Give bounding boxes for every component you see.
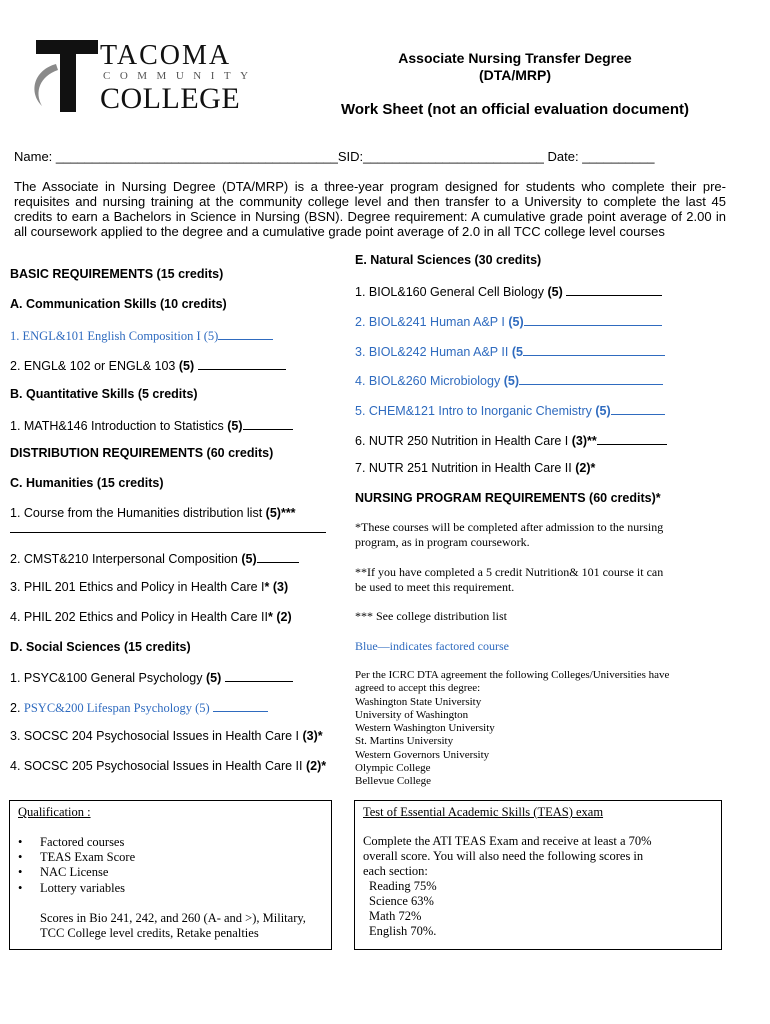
nursing-program-heading: NURSING PROGRAM REQUIREMENTS (60 credits)* [355,491,661,505]
natural-sciences-heading: E. Natural Sciences (30 credits) [355,253,542,267]
school-item: Western Washington University [355,722,495,735]
course-socsc205: 4. SOCSC 205 Psychosocial Issues in Health Care II (2)* [10,759,327,773]
humanities-blank-line[interactable] [10,532,326,533]
teas-title: Test of Essential Academic Skills (TEAS) exam [363,805,604,819]
qualification-title: Qualification : [18,805,91,819]
course-psyc200: 2. PSYC&200 Lifespan Psychology (5) [10,699,268,716]
footnote-double-asterisk: **If you have completed a 5 credit Nutrition& 101 course it can be used to meet this requirement. [355,565,664,594]
teas-box [354,800,722,950]
humanities-heading: C. Humanities (15 credits) [10,476,164,490]
course-engl101: 1. ENGL&101 English Composition I (5) [10,327,273,344]
teas-score-math: Math 72% [369,909,422,923]
course-chem121: 5. CHEM&121 Intro to Inorganic Chemistry (5) [355,402,665,418]
qualification-item: • Factored courses [18,835,125,849]
footnote-triple-asterisk: *** See college distribution list [355,609,507,623]
footnote-single-asterisk: *These courses will be completed after admission to the nursing program, as in program coursework. [355,520,664,549]
quantitative-skills-heading: B. Quantitative Skills (5 credits) [10,387,198,401]
teas-description: Complete the ATI TEAS Exam and receive at least a 70% overall score. You will also need the following scores in each section: [363,834,652,878]
worksheet-heading: Work Sheet (not an official evaluation document) [340,101,690,118]
social-sciences-heading: D. Social Sciences (15 credits) [10,640,191,654]
qualification-box [9,800,332,950]
communication-skills-heading: A. Communication Skills (10 credits) [10,297,227,311]
course-phil201: 3. PHIL 201 Ethics and Policy in Health Care I* (3) [10,580,289,594]
course-engl102: 2. ENGL& 102 or ENGL& 103 (5) [10,357,286,373]
course-phil202: 4. PHIL 202 Ethics and Policy in Health Care II* (2) [10,610,292,624]
blue-legend-note: Blue—indicates factored course [355,639,509,653]
qualification-item: • TEAS Exam Score [18,850,136,864]
school-item: Western Governors University [355,748,490,761]
basic-requirements-heading: BASIC REQUIREMENTS (15 credits) [10,267,224,281]
icrc-agreement-note: Per the ICRC DTA agreement the following Colleges/Universities have agreed to accept this degree: Washington State University University of Washington Western Washington University St. Martins University Western Governors University Olympic College Bellevue College [355,669,685,789]
course-nutr251: 7. NUTR 251 Nutrition in Health Care II (2)* [355,461,596,475]
course-cmst210: 2. CMST&210 Interpersonal Composition (5) [10,550,299,566]
logo-text-tacoma: TACOMA [100,40,232,71]
school-item: University of Washington [355,708,469,721]
school-item: St. Martins University [355,735,454,748]
qualification-item: • Lottery variables [18,881,126,895]
school-item: Bellevue College [355,775,432,788]
page-subtitle: (DTA/MRP) [478,67,552,83]
teas-score-english: English 70%. [369,924,437,938]
distribution-requirements-heading: DISTRIBUTION REQUIREMENTS (60 credits) [10,446,274,460]
page-title: Associate Nursing Transfer Degree [398,50,632,66]
logo-text-community: COMMUNITY [103,70,258,82]
teas-score-science: Science 63% [369,894,434,908]
school-item: Washington State University [355,695,482,708]
course-biol242: 3. BIOL&242 Human A&P II (5 [355,343,665,359]
course-biol160: 1. BIOL&160 General Cell Biology (5) [355,283,662,299]
course-biol241: 2. BIOL&241 Human A&P I (5) [355,313,662,329]
school-item: Olympic College [355,762,431,775]
course-socsc204: 3. SOCSC 204 Psychosocial Issues in Health Care I (3)* [10,729,323,743]
teas-score-reading: Reading 75% [369,879,437,893]
qualification-item: • NAC License [18,865,109,879]
intro-paragraph: The Associate in Nursing Degree (DTA/MRP) is a three-year program designed for students who complete their pre-requisites and nursing training at the community college level and then transfer to a University to complete the last 45 credits to earn a Bachelors in Science in Nursing (BSN). Degree requirement: A cumulative grade point average of 2.00 in all coursework applied to the degree and a cumulative grade point average of 2.0 in all TCC college level courses [14,179,726,239]
student-info-line[interactable]: Name: _______________________________________SID:_________________________ Date: __________ [14,149,655,164]
course-biol260: 4. BIOL&260 Microbiology (5) [355,372,663,388]
course-math146: 1. MATH&146 Introduction to Statistics (5) [10,417,293,433]
logo-text-college: COLLEGE [100,82,241,115]
course-nutr250: 6. NUTR 250 Nutrition in Health Care I (3)** [355,432,667,448]
qualification-scores-note: Scores in Bio 241, 242, and 260 (A- and >), Military, TCC College level credits, Retake penalties [40,911,306,940]
course-humanities-elective: 1. Course from the Humanities distribution list (5)*** [10,506,296,520]
course-psyc100: 1. PSYC&100 General Psychology (5) [10,669,293,685]
